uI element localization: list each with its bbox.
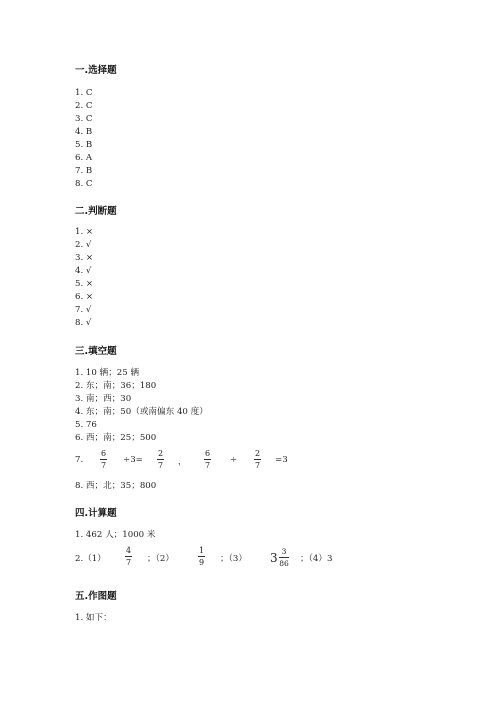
fraction-one-ninth	[198, 546, 205, 567]
answer-line: 1. ×	[75, 227, 94, 237]
answer-line: 3. ×	[75, 253, 94, 263]
answer-line: 6. ×	[75, 292, 94, 302]
fraction-denominator: 7	[204, 461, 211, 470]
fraction-bar	[198, 556, 205, 557]
fraction-bar	[125, 556, 132, 557]
answer-line: 6. A	[75, 153, 93, 163]
answer-line: 2. √	[75, 240, 92, 250]
fraction-six-sevenths	[204, 449, 211, 470]
fraction-denominator: 7	[157, 461, 164, 470]
answer-line: 1. 462 人；1000 米	[75, 530, 156, 540]
fraction-bar	[279, 557, 289, 558]
answer-line: 1. 如下：	[75, 613, 112, 623]
fraction-two-sevenths	[254, 449, 261, 470]
fill7-divide-three: ÷3=	[123, 455, 143, 465]
fraction-numerator: 2	[157, 449, 164, 458]
fraction-numerator: 1	[198, 546, 205, 555]
fraction-bar	[254, 459, 261, 460]
answer-line: 4. B	[75, 127, 93, 137]
fraction-six-sevenths	[100, 449, 107, 470]
fraction-bar	[100, 459, 107, 460]
answer-line: 2. C	[75, 101, 93, 111]
fill7-divide: ÷	[230, 455, 238, 465]
fraction-denominator: 7	[125, 558, 132, 567]
answer-line: 8. 西；北；35；800	[75, 481, 157, 491]
answer-line: 3. 南；西；30	[75, 394, 132, 404]
calc2-part2-label: ；（2）	[147, 554, 174, 564]
fraction-denominator: 9	[198, 558, 205, 567]
fraction-numerator: 2	[254, 449, 261, 458]
answer-line: 8. √	[75, 318, 92, 328]
fill7-prefix: 7.	[75, 455, 84, 465]
answer-line: 1. C	[75, 88, 93, 98]
fraction-four-sevenths	[125, 546, 132, 567]
fraction-numerator: 3	[281, 547, 287, 556]
fraction-numerator: 6	[100, 449, 107, 458]
answer-line: 5. ×	[75, 279, 94, 289]
fraction-bar	[204, 459, 211, 460]
answer-line: 2. 东；南；36；180	[75, 381, 157, 391]
calc2-part4: ；（4）3	[300, 554, 333, 564]
section-heading-judgement: 二.判断题	[75, 206, 117, 217]
answer-line: 1. 10 辆；25 辆	[75, 368, 140, 378]
answer-line: 5. B	[75, 140, 93, 150]
answer-line: 3. C	[75, 114, 93, 124]
section-heading-fill: 三.填空题	[75, 346, 117, 357]
section-heading-calculation: 四.计算题	[75, 508, 117, 519]
mixed-number-whole: 3	[270, 551, 278, 565]
fraction-bar	[157, 459, 164, 460]
fraction-two-sevenths	[157, 449, 164, 470]
answer-line: 4. 东；南；50（或南偏东 40 度）	[75, 407, 208, 417]
fraction-numerator: 4	[125, 546, 132, 555]
answer-line: 4. √	[75, 266, 92, 276]
calc2-part1-label: 2.（1）	[75, 554, 106, 564]
mixed-number-fraction	[279, 547, 289, 568]
fill7-comma: ，	[178, 457, 187, 467]
answer-line: 7. √	[75, 305, 92, 315]
section-heading-choice: 一.选择题	[75, 65, 117, 76]
fraction-denominator: 86	[279, 559, 289, 568]
fraction-denominator: 7	[100, 461, 107, 470]
answer-line: 5. 76	[75, 420, 97, 430]
answer-line: 6. 西；南；25；500	[75, 433, 157, 443]
answer-line: 7. B	[75, 166, 93, 176]
calc2-part3-label: ；（3）	[220, 554, 247, 564]
fraction-numerator: 6	[204, 449, 211, 458]
answer-line: 8. C	[75, 179, 93, 189]
section-heading-drawing: 五.作图题	[75, 591, 117, 602]
fill7-result: =3	[275, 455, 288, 465]
fraction-denominator: 7	[254, 461, 261, 470]
